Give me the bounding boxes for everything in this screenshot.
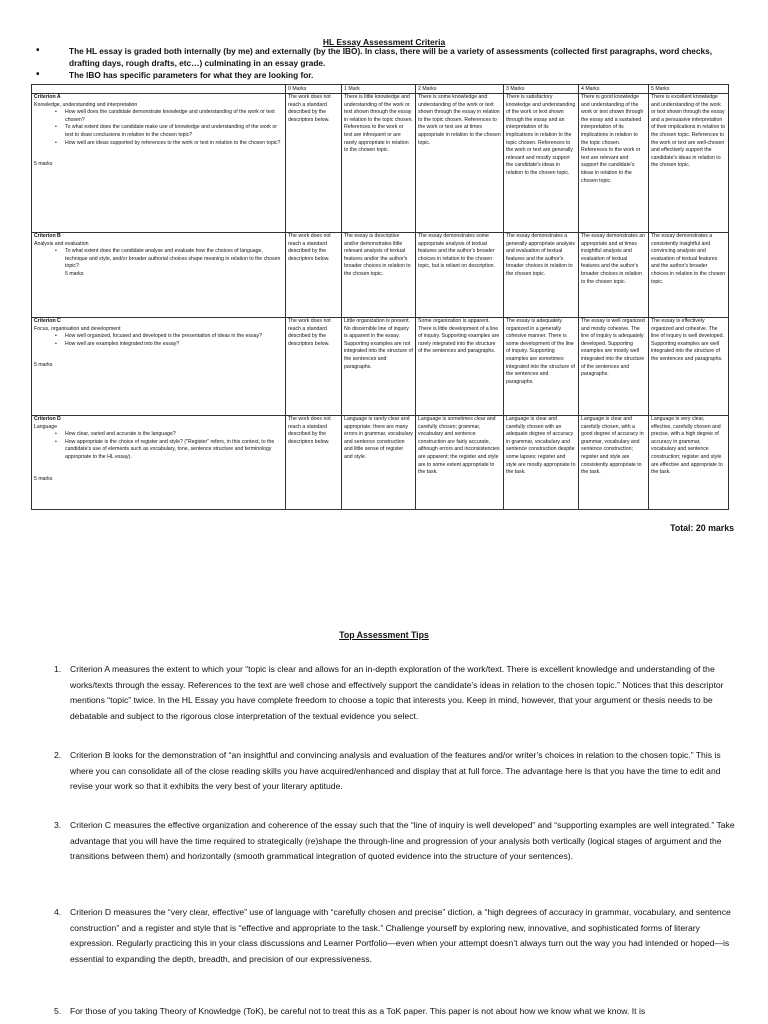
tip-text: Criterion C measures the effective organization and coherence of the essay such that the “line of inquiry is well developed” and “supporting examples are well integrated.” Take advantage that you will have the time required to strategically (re)shape the through-line and progression of your analysis both vertically (logical stages of argument and the transitions between them) and horizontally (smooth grammatical integration of quoted evidence into the structure of your sentences).: [70, 820, 735, 862]
criterion-subtitle: Knowledge, understanding and interpretation: [34, 101, 138, 108]
rubric-header-cell: 3 Marks: [504, 85, 579, 94]
intro-list: [36, 45, 736, 81]
criterion-marks: 5 marks: [34, 362, 53, 369]
descriptor-cell: Language is sometimes clear and carefully chosen; grammar, vocabulary and sentence construction are fairly accurate, although errors and inconsistencies are apparent; the register and style are to some extent appropriate to the task.: [416, 415, 504, 509]
descriptor-cell: Some organization is apparent. There is little development of a line of inquiry. Supporting examples are rarely integrated into the structure of the sentences and paragraphs.: [416, 317, 504, 415]
criterion-questions: [34, 333, 283, 348]
rubric-header-cell: 0 Marks: [286, 85, 342, 94]
tip-text: Criterion B looks for the demonstration of “an insightful and convincing analysis and evaluation of the features and/or writer’s choices in relation to the chosen topic.” This is where you can consolidate all of the close reading skills you have acquired/enhanced and display that at full force. The advantage here is that you have the time to edit and revise your work so that it exhibits the very best of your literary aptitude.: [70, 750, 721, 792]
criterion-name: Criterion A: [34, 94, 61, 100]
criterion-cell: [32, 93, 286, 232]
criterion-marks: 5 marks: [34, 161, 53, 168]
criterion-name: Criterion D: [34, 416, 61, 422]
criterion-cell: [32, 232, 286, 317]
criterion-c-row: [32, 317, 729, 415]
criterion-name: Criterion C: [34, 318, 61, 324]
criterion-a-row: [32, 93, 729, 232]
criterion-questions: [34, 109, 283, 147]
rubric-header-cell: 2 Marks: [416, 85, 504, 94]
descriptor-cell: The essay demonstrates a consistently insightful and convincing analysis and evaluation of textual features and the author's broader choices in relation to the chosen topic.: [649, 232, 729, 317]
descriptor-cell: The essay demonstrates a generally appropriate analysis and evaluation of textual features and the author's broader choices in relation to the chosen topic.: [504, 232, 579, 317]
criterion-question: • To what extent does the candidate analyse and evaluate how the choices of language, technique and style, and/or broader authorial choices shape meaning in relation to the chosen topic?: [65, 248, 283, 271]
tip-item: [54, 818, 738, 865]
descriptor-cell: The work does not reach a standard described by the descriptors below.: [286, 317, 342, 415]
rubric-header-cell: 1 Mark: [342, 85, 416, 94]
descriptor-cell: There is some knowledge and understanding of the work or text shown through the essay in relation to the topic chosen. References to the work or text are at times appropriate in relation to the chosen topic.: [416, 93, 504, 232]
descriptor-cell: Language is clear and carefully chosen, with a good degree of accuracy in grammar, vocabulary and sentence construction; register and style are consistently appropriate to the task.: [579, 415, 649, 509]
tip-item: [54, 905, 738, 968]
criterion-cell: [32, 317, 286, 415]
criterion-questions: [34, 248, 283, 271]
criterion-questions: [34, 431, 283, 461]
descriptor-cell: The essay demonstrates an appropriate and at times insightful analysis and evaluation of textual features and the author's broader choices in relation to the chosen topic.: [579, 232, 649, 317]
criterion-b-row: [32, 232, 729, 317]
criterion-subtitle: Focus, organisation and development: [34, 325, 121, 332]
rubric-header-cell: 5 Marks: [649, 85, 729, 94]
descriptor-cell: There is excellent knowledge and understanding of the work or text shown through the essay and a persuasive interpretation of their implications in relation to the chosen topic. References to the work or text are well-chosen and effectively support the candidate's ideas in relation to the chosen topic.: [649, 93, 729, 232]
criterion-marks: 5 marks: [34, 475, 53, 482]
descriptor-cell: Language is clear and carefully chosen with an adequate degree of accuracy in grammar, vocabulary and sentence construction despite some lapses; register and style are mostly appropriate to the task.: [504, 415, 579, 509]
descriptor-cell: The essay demonstrates some appropriate analysis of textual features and the author's broader choices in relation to the chosen topic, but is reliant on description.: [416, 232, 504, 317]
tip-item: [54, 1004, 738, 1020]
descriptor-cell: The essay is descriptive and/or demonstrates little relevant analysis of textual features and/or the author's broader choices in relation to the chosen topic.: [342, 232, 416, 317]
criterion-question: • How well does the candidate demonstrate knowledge and understanding of the work or text chosen?: [65, 109, 283, 124]
intro-bullet: • The HL essay is graded both internally (by me) and externally (by the IBO). In class, there will be a variety of assessments (collected first paragraphs, word checks, drafting days, rough drafts, etc…) culminating in an essay grade.: [36, 45, 736, 69]
tip-number: 2.: [54, 750, 62, 760]
tip-number: 1.: [54, 664, 62, 674]
descriptor-cell: The work does not reach a standard described by the descriptors below.: [286, 415, 342, 509]
tip-text: Criterion A measures the extent to which your “topic is clear and allows for an in-depth exploration of the work/text. There is excellent knowledge and understanding of the works/texts through the essay. References to the text are well chose and effectively support the candidate’s ideas in relation to the chosen topic.” Notices that this descriptor mentions “topic” twice. In the HL Essay you have complete freedom to choose a topic that interests you. Keep in mind, however, that your argument or thesis needs to be debatable and subject to the rigorous close interpretation of the textual evidence you select.: [70, 664, 724, 722]
criterion-question: • How clear, varied and accurate is the language?: [65, 431, 283, 439]
descriptor-cell: The essay is adequately organized in a generally cohesive manner. There is some development of the line of inquiry. Supporting examples are sometimes integrated into the structure of the sentences and paragraphs.: [504, 317, 579, 415]
descriptor-cell: The essay is effectively organized and cohesive. The line of inquiry is well developed. Supporting examples are well integrated into the structure of the sentences and paragraphs.: [649, 317, 729, 415]
criterion-subtitle: Language: [34, 423, 58, 430]
criterion-name: Criterion B: [34, 233, 61, 239]
descriptor-cell: There is satisfactory knowledge and understanding of the work or text shown through the essay and an interpretation of its implications in relation to the topic chosen. References to the work or text are generally relevant and mostly support the candidate's ideas in relation to the chosen topic.: [504, 93, 579, 232]
rubric-header-row: [32, 85, 729, 94]
tip-text: For those of you taking Theory of Knowledge (ToK), be careful not to treat this as a ToK paper. This paper is not about how we know what we know. It is: [70, 1006, 646, 1016]
rubric-header-cell: [32, 85, 286, 94]
descriptor-cell: Little organization is present. No discernible line of inquiry is apparent in the essay. Supporting examples are not integrated into the structure of the sentences and paragraphs.: [342, 317, 416, 415]
intro-bullet: • The IBO has specific parameters for what they are looking for.: [36, 69, 736, 81]
tip-number: 4.: [54, 907, 62, 917]
descriptor-cell: The work does not reach a standard described by the descriptors below.: [286, 232, 342, 317]
criterion-d-row: [32, 415, 729, 509]
descriptor-cell: Language is very clear, effective, carefully chosen and precise, with a high degree of accuracy in grammar, vocabulary and sentence construction; register and style are effective and appropriate to the task.: [649, 415, 729, 509]
descriptor-cell: The essay is well organized and mostly cohesive. The line of inquiry is adequately developed. Supporting examples are mostly well integrated into the structure of the sentences and paragraphs.: [579, 317, 649, 415]
criterion-marks: 5 marks: [65, 270, 84, 277]
assessment-rubric-table: [31, 84, 729, 510]
tip-number: 3.: [54, 820, 62, 830]
tip-text: Criterion D measures the “very clear, effective” use of language with “carefully chosen and precise” diction, a “high degrees of accuracy in grammar, vocabulary, and sentence construction” and a register and style that is “effective and appropriate to the task.” Challenge yourself by exploring new, innovative, and sophisticated forms of literary expression. Regularly practicing this in your class discussions and Learner Portfolio—even when your attempt doesn’t always turn out the way you had intended or hoped—is essential to expanding the depth, breadth, and precision of our expressiveness.: [70, 907, 731, 965]
tip-number: 5.: [54, 1006, 62, 1016]
document-title: HL Essay Assessment Criteria: [322, 37, 446, 47]
criterion-question: • To what extent does the candidate make use of knowledge and understanding of the work or text to draw conclusions in relation to the chosen topic?: [65, 124, 283, 139]
criterion-question: • How well are examples integrated into the essay?: [65, 341, 283, 349]
descriptor-cell: There is good knowledge and understanding of the work or text shown through the essay and a sustained interpretation of its implications in relation to the topic chosen. References to the work or text are relevant and support the candidate's ideas in relation to the chosen topic.: [579, 93, 649, 232]
rubric-header-cell: 4 Marks: [579, 85, 649, 94]
tip-item: [54, 748, 738, 795]
total-marks: Total: 20 marks: [670, 523, 734, 533]
tip-item: [54, 662, 738, 725]
criterion-subtitle: Analysis and evaluation: [34, 240, 89, 247]
criterion-cell: [32, 415, 286, 509]
descriptor-cell: Language is rarely clear and appropriate; there are many errors in grammar, vocabulary and sentence construction and little sense of register and style.: [342, 415, 416, 509]
criterion-question: • How appropriate is the choice of register and style? ("Register" refers, in this context, to the candidate's use of elements such as vocabulary, tone, sentence structure and terminology appropriate to the HL essay).: [65, 439, 283, 462]
criterion-question: • How well organized, focused and developed is the presentation of ideas in the essay?: [65, 333, 283, 341]
descriptor-cell: There is little knowledge and understanding of the work or text shown through the essay in relation to the topic chosen. References to the work or text are infrequent or are rarely appropriate in relation to the chosen topic.: [342, 93, 416, 232]
tips-heading: Top Assessment Tips: [339, 630, 429, 640]
descriptor-cell: The work does not reach a standard described by the descriptors below.: [286, 93, 342, 232]
criterion-question: • How well are ideas supported by references to the work or text in relation to the chosen topic?: [65, 140, 283, 148]
